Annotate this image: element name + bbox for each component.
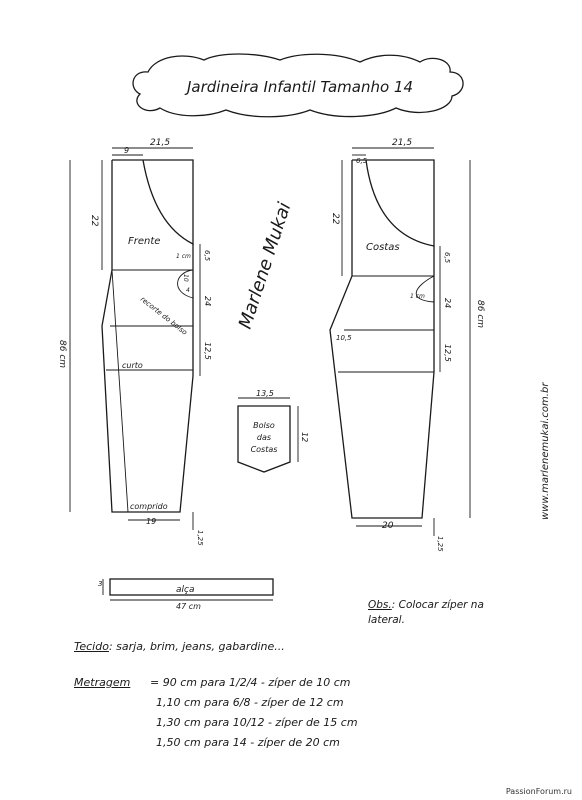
strap-height: 3	[98, 580, 103, 588]
front-small-b: 4	[186, 287, 190, 294]
front-pocket-label: recorte do bolso	[138, 295, 189, 337]
metragem-size: 6/8	[232, 696, 251, 709]
tecido-line	[74, 640, 285, 653]
metragem-amount: 1,10 cm	[156, 696, 201, 709]
tecido-value: : sarja, brim, jeans, gabardine...	[108, 640, 285, 653]
metragem-amount: 1,30 cm	[156, 716, 201, 729]
front-foot: 1,25	[196, 530, 204, 546]
back-upper: 22	[330, 213, 340, 225]
front-top-small: 9	[124, 146, 130, 155]
metragem-para: para	[200, 676, 226, 689]
front-short: curto	[122, 361, 143, 370]
back-side1: 6,5	[443, 252, 451, 264]
side-url: www.marlenemukai.com.br	[540, 382, 551, 520]
metragem-zip: - zíper de 10 cm	[260, 676, 351, 689]
front-side2: 24	[203, 296, 212, 307]
metragem-row	[156, 696, 344, 709]
metragem-zip: - zíper de 12 cm	[253, 696, 344, 709]
metragem-para: para	[204, 736, 230, 749]
front-height: 86 cm	[57, 340, 67, 369]
back-foot: 1,25	[436, 536, 444, 552]
pocket-label-3: Costas	[250, 445, 278, 454]
front-lower: 12,5	[203, 342, 212, 360]
front-label: Frente	[128, 236, 161, 247]
metragem-para: para	[204, 696, 230, 709]
pocket-width: 13,5	[256, 389, 274, 398]
back-top-small: 6,5	[356, 157, 368, 165]
back-inner: 1 cm	[410, 293, 425, 300]
metragem-size: 1/2/4	[228, 676, 258, 689]
back-side2: 24	[443, 298, 452, 309]
obs-note: Obs.: Colocar zíper na lateral.	[368, 599, 484, 626]
back-piece	[330, 148, 470, 536]
tecido-label: Tecido	[74, 640, 109, 653]
metragem-label: Metragem	[74, 676, 131, 689]
obs-label: Obs.	[368, 599, 392, 611]
metragem-row	[150, 676, 350, 689]
metragem-amount: 1,50 cm	[156, 736, 201, 749]
pocket-label-1: Bolso	[253, 421, 275, 430]
front-inner: 1 cm	[176, 253, 191, 260]
back-label: Costas	[366, 242, 400, 253]
metragem-row	[156, 716, 358, 729]
back-hem: 20	[382, 521, 394, 531]
metragem-size: 10/12	[232, 716, 265, 729]
strap-length: 47 cm	[176, 602, 201, 611]
front-upper: 22	[89, 215, 99, 227]
back-crotch: 10,5	[336, 334, 352, 342]
metragem-row	[156, 736, 340, 749]
back-lower: 12,5	[443, 344, 452, 362]
pocket-height: 12	[300, 432, 309, 443]
metragem-zip: - zíper de 15 cm	[267, 716, 358, 729]
metragem-para: para	[204, 716, 230, 729]
metragem-size: 14	[232, 736, 247, 749]
metragem-amount: = 90 cm	[150, 676, 197, 689]
back-width-top: 21,5	[392, 138, 413, 148]
front-long: comprido	[130, 502, 168, 511]
obs-text: Colocar zíper na lateral.	[368, 599, 484, 626]
front-width-top: 21,5	[150, 138, 171, 148]
signature: Marlene Mukai	[234, 199, 296, 332]
pocket-label-2: das	[256, 433, 272, 442]
back-height: 86 cm	[475, 300, 485, 329]
strap-label: alça	[176, 585, 195, 595]
front-hem: 19	[146, 517, 157, 526]
metragem-label-row	[74, 676, 130, 689]
front-piece	[70, 148, 200, 530]
front-small-a: 10	[182, 274, 189, 282]
front-side1: 6,5	[203, 250, 211, 262]
footer-watermark: PassionForum.ru	[505, 787, 572, 796]
metragem-zip: - zíper de 20 cm	[250, 736, 340, 749]
page-title: Jardineira Infantil Tamanho 14	[186, 78, 414, 96]
